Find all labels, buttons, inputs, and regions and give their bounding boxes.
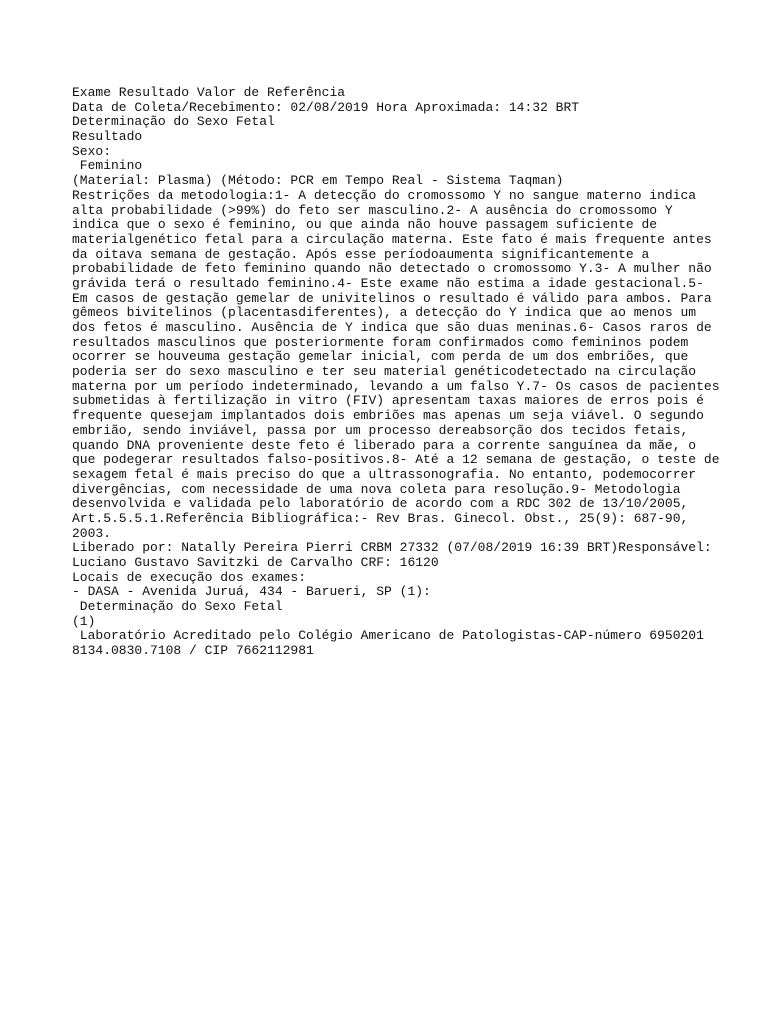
methodology-text-line: desenvolvida e validada pelo laboratório de acordo com a RDC 302 de 13/10/2005,	[72, 496, 689, 512]
execution-site-exam: Determinação do Sexo Fetal	[72, 599, 283, 615]
methodology-text-line: quando DNA proveniente deste feto é liberado para a corrente sanguínea da mãe, o	[72, 437, 697, 453]
execution-site-ref: (1)	[72, 613, 96, 629]
released-by: Liberado por: Natally Pereira Pierri CRBM 27332 (07/08/2019 16:39 BRT)Responsável:	[72, 540, 712, 556]
result-label: Resultado	[72, 129, 143, 145]
reference-text-line: Art.5.5.5.1.Referência Bibliográfica:- Rev Bras. Ginecol. Obst., 25(9): 687-90,	[72, 510, 689, 526]
methodology-text-line: grávida terá o resultado feminino.4- Este exame não estima a idade gestacional.5-	[72, 275, 704, 291]
methodology-text-line: gêmeos bivitelinos (placentasdiferentes), a detecção do Y indica que ao menos um	[72, 305, 697, 321]
methodology-text-line: alta probabilidade (>99%) do feto ser masculino.2- A ausência do cromossomo Y	[72, 202, 673, 218]
methodology-text-line: probabilidade de feto feminino quando não detectado o cromossomo Y.3- A mulher não	[72, 261, 712, 277]
methodology-text-line: submetidas à fertilização in vitro (FIV) apresentam taxas maiores de erros pois é	[72, 393, 704, 409]
methodology-text-line: Restrições da metodologia:1- A detecção do cromossomo Y no sangue materno indica	[72, 187, 697, 203]
methodology-text-line: sexagem fetal é mais preciso do que a ultrassonografia. No entanto, podemocorrer	[72, 466, 697, 482]
header-columns: Exame Resultado Valor de Referência	[72, 85, 346, 100]
methodology-text-line: materna por um período indeterminado, levando a um falso Y.7- Os casos de pacientes	[72, 378, 720, 394]
methodology-text-line: que podegerar resultados falso-positivos.8- Até a 12 semana de gestação, o teste de	[72, 452, 720, 468]
responsible-pharmacist: Luciano Gustavo Savitzki de Carvalho CRF: 16120	[72, 555, 439, 570]
methodology-text-line: da oitava semana de gestação. Após esse períodoaumenta significantemente a	[72, 246, 650, 262]
accreditation-text: Laboratório Acreditado pelo Colégio Americano de Patologistas-CAP-número 6950201	[72, 628, 704, 644]
exam-title: Determinação do Sexo Fetal	[72, 114, 275, 130]
collection-date: Data de Coleta/Recebimento: 02/08/2019 Hora Aproximada: 14:32 BRT	[72, 99, 580, 115]
methodology-text-line: dos fetos é masculino. Ausência de Y indica que são duas meninas.6- Casos raros de	[72, 320, 712, 335]
methodology-text-line: Em casos de gestação gemelar de univitelinos o resultado é válido para ambos. Para	[72, 290, 712, 306]
methodology-text-line: poderia ser do sexo masculino e ter seu material genéticodetectado na circulação	[72, 364, 697, 380]
methodology-text-line: resultados masculinos que posteriormente foram confirmados como femininos podem	[72, 334, 689, 350]
registration-numbers: 8134.0830.7108 / CIP 7662112981	[72, 643, 314, 659]
methodology-text-line: ocorrer se houveuma gestação gemelar inicial, com perda de um dos embriões, que	[72, 349, 689, 365]
methodology-text-line: indica que o sexo é feminino, ou que ainda não houve passagem suficiente de	[72, 217, 658, 233]
execution-site-address: - DASA - Avenida Juruá, 434 - Barueri, SP (1):	[72, 584, 431, 600]
material-method: (Material: Plasma) (Método: PCR em Tempo Real - Sistema Taqman)	[72, 173, 564, 189]
methodology-text-line: divergências, com necessidade de uma nova coleta para resolução.9- Metodologia	[72, 481, 681, 497]
execution-sites-label: Locais de execução dos exames:	[72, 569, 307, 585]
document-body	[72, 85, 720, 659]
methodology-text-line: materialgenético fetal para a circulação materna. Este fato é mais frequente antes	[72, 231, 712, 247]
methodology-text-line: embrião, sendo inviável, passa por um processo dereabsorção dos tecidos fetais,	[72, 422, 689, 438]
methodology-text-line: frequente quesejam implantados dois embriões mas apenas um seja viável. O segundo	[72, 408, 704, 424]
reference-text-line: 2003.	[72, 525, 112, 541]
sex-value: Feminino	[72, 158, 143, 174]
sex-label: Sexo:	[72, 143, 112, 159]
